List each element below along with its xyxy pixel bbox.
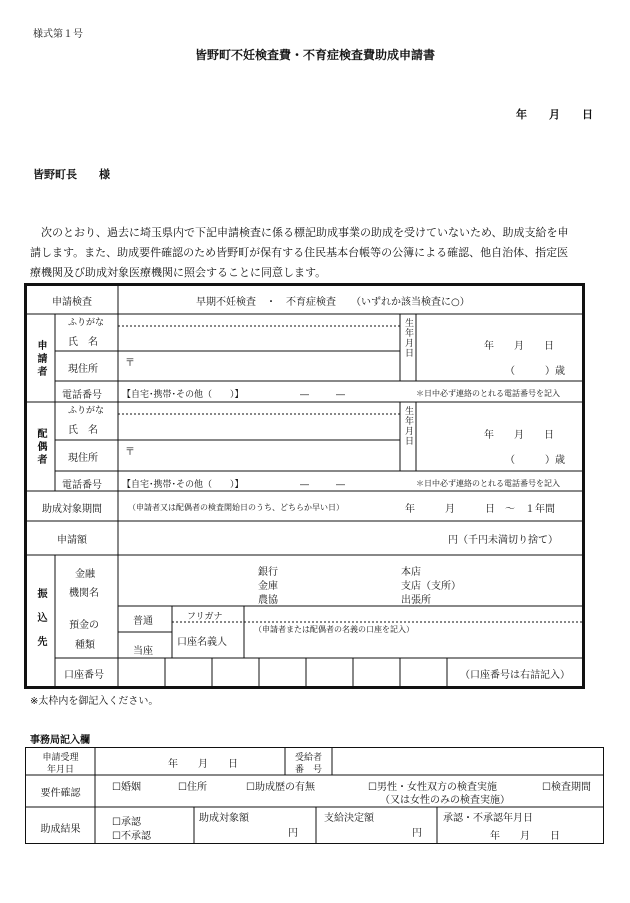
applicant-phone-dash: ― ― [300, 390, 346, 400]
payment-yen: 円 [412, 828, 422, 839]
spouse-birth-date[interactable]: 年 月 日 [484, 430, 554, 441]
account-number-label: 口座番号 [64, 670, 104, 681]
holder-label: 口座名義人 [177, 637, 227, 648]
bank-type-bank[interactable]: 銀行 [258, 567, 278, 578]
deposit-normal[interactable]: 普通 [133, 616, 153, 627]
spouse-furigana-label: ふりがな [68, 406, 105, 416]
received-label-1: 申請受理 [42, 753, 79, 763]
target-amount-label: 助成対象額 [199, 813, 249, 824]
applicant-address-label: 現住所 [68, 364, 98, 375]
applicant-postal-mark[interactable]: 〒 [125, 358, 135, 369]
payment-label: 支給決定額 [324, 813, 374, 824]
spouse-group-label: 配偶者 [35, 428, 46, 467]
amount-label: 申請額 [57, 535, 87, 546]
period-note: （申請者又は配偶者の検査開始日のうち、どちらか早い日） [128, 503, 344, 512]
page-title: 皆野町不妊検査費・不育症検査費助成申請書 [194, 48, 435, 62]
applicant-phone-options[interactable]: 【自宅･携帯･その他（ ）】 [122, 390, 244, 400]
footnote: ※太枠内を御記入ください。 [30, 696, 159, 707]
office-section-title: 事務局記入欄 [30, 735, 90, 746]
decision-date-label: 承認・不承認年月日 [443, 813, 533, 824]
bank-label-2: 機関名 [69, 588, 99, 599]
applicant-birth-label: 生年月日 [403, 318, 413, 358]
requirements-label: 要件確認 [40, 788, 81, 799]
bank-label-1: 金融 [75, 569, 95, 580]
check-history[interactable]: ☐助成歴の有無 [246, 782, 315, 793]
spouse-name-label: 氏 名 [68, 425, 98, 436]
check-both-tests[interactable]: ☐男性・女性双方の検査実施 [368, 782, 497, 793]
applicant-furigana-label: ふりがな [68, 318, 105, 328]
recipient-label-1: 受給者 [294, 753, 322, 763]
account-number-note: （口座番号は右詰記入） [460, 670, 570, 681]
period-value[interactable]: 年 月 日 ～ １年間 [405, 504, 555, 515]
received-label-2: 年月日 [46, 765, 74, 775]
exam-label: 申請検査 [52, 297, 92, 308]
period-label: 助成対象期間 [42, 504, 102, 515]
intro-line-3: 療機関及び助成対象医療機関に照会することに同意します。 [30, 266, 327, 279]
exam-options[interactable]: 早期不妊検査 ・ 不育症検査 （いずれか該当検査に○） [196, 297, 470, 308]
recipient-label-2: 番 号 [294, 765, 322, 775]
addressee: 皆野町長 様 [33, 168, 110, 181]
check-marriage[interactable]: ☐婚姻 [112, 782, 141, 793]
decision-date[interactable]: 年 月 日 [490, 831, 560, 842]
disapprove-checkbox[interactable]: ☐不承認 [112, 831, 151, 842]
spouse-phone-label: 電話番号 [62, 480, 102, 491]
check-test-period[interactable]: ☐検査期間 [542, 782, 591, 793]
transfer-group-label: 振込先 [35, 588, 46, 660]
check-address[interactable]: ☐住所 [178, 782, 207, 793]
branch-type-branch[interactable]: 支店（支所） [401, 581, 461, 592]
check-sub-note: （又は女性のみの検査実施） [380, 795, 510, 806]
applicant-birth-date[interactable]: 年 月 日 [484, 341, 554, 352]
result-label: 助成結果 [40, 824, 81, 835]
spouse-postal-mark[interactable]: 〒 [125, 447, 135, 458]
spouse-phone-options[interactable]: 【自宅･携帯･その他（ ）】 [122, 480, 244, 490]
deposit-label-1: 預金の [69, 620, 99, 631]
branch-type-office[interactable]: 出張所 [401, 595, 431, 606]
spouse-address-label: 現住所 [68, 453, 98, 464]
bank-type-shinkin[interactable]: 金庫 [258, 581, 278, 592]
form-number: 様式第１号 [33, 29, 83, 40]
deposit-label-2: 種類 [75, 640, 95, 651]
applicant-phone-label: 電話番号 [62, 390, 102, 401]
applicant-name-label: 氏 名 [68, 337, 98, 348]
amount-value[interactable]: 円（千円未満切り捨て） [448, 535, 558, 546]
applicant-group-label: 申請者 [35, 340, 46, 379]
applicant-age[interactable]: （ ）歳 [505, 366, 565, 377]
spouse-phone-dash: ― ― [300, 480, 346, 490]
spouse-phone-note: ＊日中必ず連絡のとれる電話番号を記入 [416, 479, 560, 488]
date-line: 年 月 日 [516, 108, 593, 121]
target-amount-yen: 円 [288, 828, 298, 839]
intro-line-2: 請します。また、助成要件確認のため皆野町が保有する住民基本台帳等の公簿による確認、他自治体、指定医 [30, 246, 569, 259]
received-date[interactable]: 年 月 日 [168, 759, 238, 770]
spouse-birth-label: 生年月日 [403, 406, 413, 446]
approve-checkbox[interactable]: ☐承認 [112, 817, 141, 828]
branch-type-main[interactable]: 本店 [401, 567, 421, 578]
intro-line-1: 次のとおり、過去に埼玉県内で下記申請検査に係る標記助成事業の助成を受けていないため、助成支給を申 [30, 226, 569, 239]
deposit-current[interactable]: 当座 [133, 646, 153, 657]
spouse-age[interactable]: （ ）歳 [505, 455, 565, 466]
bank-type-nokyo[interactable]: 農協 [258, 595, 278, 606]
holder-note: （申請者または配偶者の名義の口座を記入） [254, 625, 414, 634]
applicant-phone-note: ＊日中必ず連絡のとれる電話番号を記入 [416, 389, 560, 398]
holder-furigana-label: フリガナ [187, 612, 223, 622]
